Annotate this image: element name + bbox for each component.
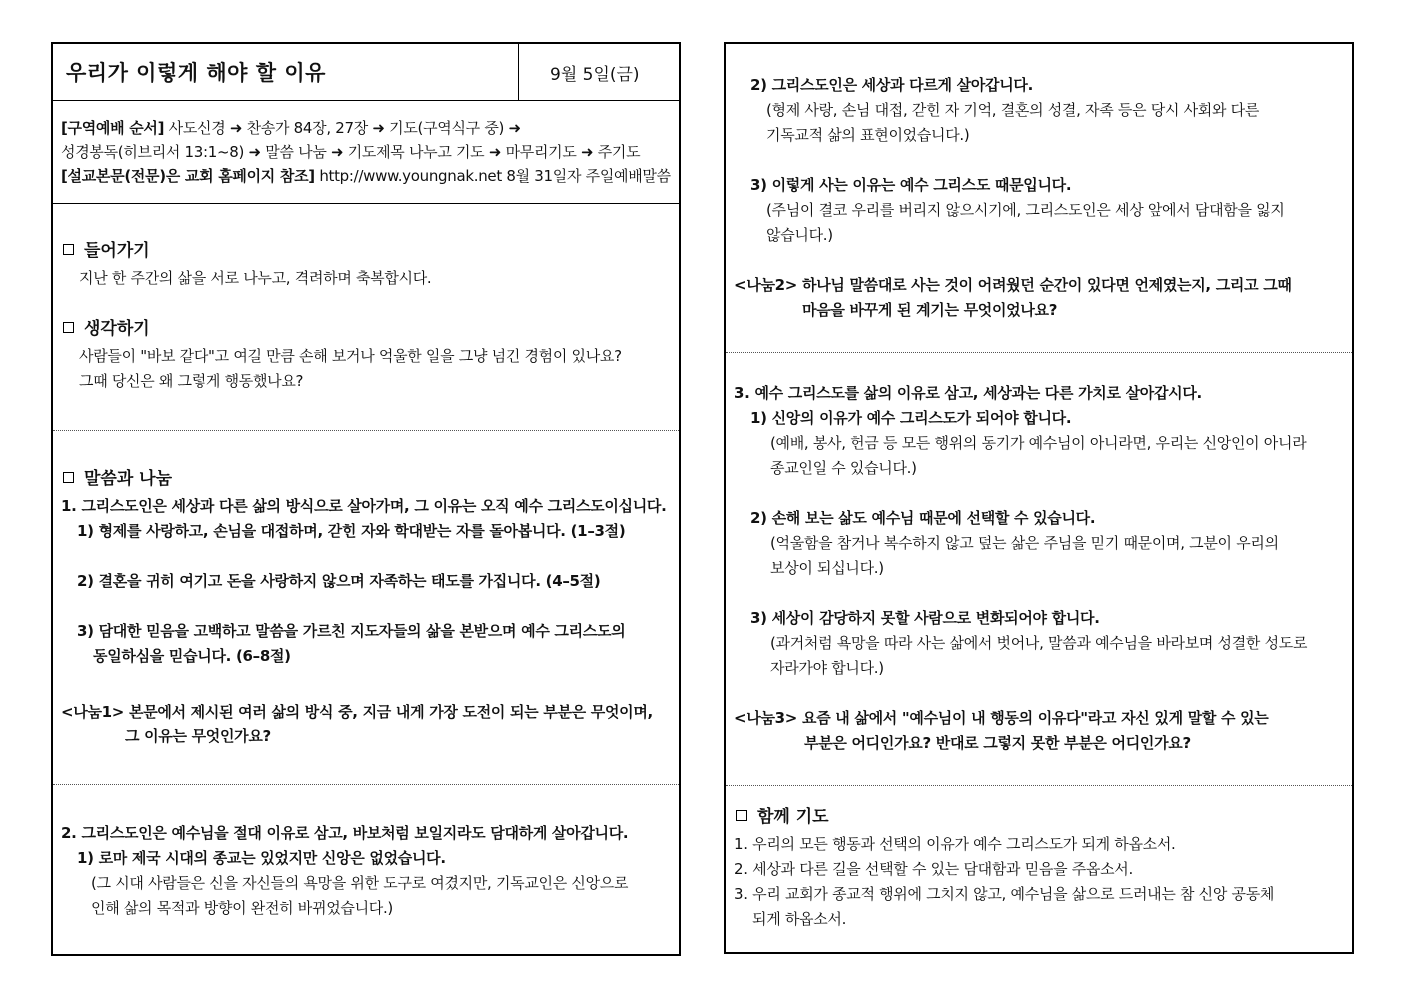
right-panel <box>724 42 1354 954</box>
order-rule <box>53 203 679 204</box>
point2-sub1: 1) 로마 제국 시대의 종교는 있었지만 신앙은 없었습니다. <box>77 849 446 867</box>
prayer-heading: 함께 기도 <box>736 805 829 829</box>
point2-sub2-desc1: (형제 사랑, 손님 대접, 갇힌 자 기억, 결혼의 성결, 자족 등은 당시 사회와 다른 <box>766 101 1260 119</box>
share3-line2: 부분은 어디인가요? 반대로 그렇지 못한 부분은 어디인가요? <box>804 734 1191 752</box>
prayer-item-3-line1: 3. 우리 교회가 종교적 행위에 그치지 않고, 예수님을 삶으로 드러내는 참 신앙 공동체 <box>734 885 1275 903</box>
left-panel <box>51 42 681 956</box>
point3-sub1-desc2: 종교인일 수 있습니다.) <box>770 459 917 477</box>
order-line-3 <box>61 164 671 189</box>
think-line-1: 사람들이 "바보 같다"고 여길 만큼 손해 보거나 억울한 일을 그냥 넘긴 경험이 있나요? <box>79 347 622 365</box>
point3-sub2: 2) 손해 보는 삶도 예수님 때문에 선택할 수 있습니다. <box>750 509 1096 527</box>
header-rule <box>53 100 679 101</box>
point2-sub3: 3) 이렇게 사는 이유는 예수 그리스도 때문입니다. <box>750 176 1072 194</box>
checkbox-square-icon <box>63 322 74 333</box>
point1-sub3-line1: 3) 담대한 믿음을 고백하고 말씀을 가르친 지도자들의 삶을 본받으며 예수 그리스도의 <box>77 622 626 640</box>
point1-sub2: 2) 결혼을 귀히 여기고 돈을 사랑하지 않으며 자족하는 태도를 가집니다. (4–5절) <box>77 572 601 590</box>
point3-title: 3. 예수 그리스도를 삶의 이유로 삼고, 세상과는 다른 가치로 살아갑시다. <box>734 384 1202 402</box>
point1-sub3-line2: 동일하심을 믿습니다. (6–8절) <box>93 647 291 665</box>
word-heading: 말씀과 나눔 <box>63 467 172 491</box>
point2-sub2-desc2: 기독교적 삶의 표현이었습니다.) <box>766 126 970 144</box>
page-title: 우리가 이렇게 해야 할 이유 <box>66 61 326 85</box>
think-heading: 생각하기 <box>63 317 150 341</box>
share2-line2: 마음을 바꾸게 된 계기는 무엇이었나요? <box>802 301 1058 319</box>
point2-sub1-desc2: 인해 삶의 목적과 방향이 완전히 바뀌었습니다.) <box>91 899 393 917</box>
point2-title: 2. 그리스도인은 예수님을 절대 이유로 삼고, 바보처럼 보일지라도 담대하게 살아갑니다. <box>61 824 629 842</box>
share1-line2: 그 이유는 무엇인가요? <box>125 727 271 745</box>
point3-sub2-desc2: 보상이 되십니다.) <box>770 559 884 577</box>
point3-sub3-desc1: (과거처럼 욕망을 따라 사는 삶에서 벗어나, 말씀과 예수님을 바라보며 성결한 성도로 <box>770 634 1308 652</box>
point3-sub3: 3) 세상이 감당하지 못할 사람으로 변화되어야 합니다. <box>750 609 1100 627</box>
point1-sub1: 1) 형제를 사랑하고, 손님을 대접하며, 갇힌 자와 학대받는 자를 돌아봅니다. (1–3절) <box>77 522 626 540</box>
point2-sub2: 2) 그리스도인은 세상과 다르게 살아갑니다. <box>750 76 1034 94</box>
section-divider <box>53 430 679 431</box>
header-divider <box>518 44 519 101</box>
order-line-2: 성경봉독(히브리서 13:1~8) ➜ 말씀 나눔 ➜ 기도제목 나누고 기도 ➜ 마무리기도 ➜ 주기도 <box>61 143 641 161</box>
share1-label: <나눔1> <box>61 703 125 721</box>
sermon-link[interactable]: http://www.youngnak.net 8월 31일자 주일예배말씀 <box>319 167 671 185</box>
order-text: 사도신경 ➜ 찬송가 84장, 27장 ➜ 기도(구역식구 중) ➜ <box>168 119 521 137</box>
section-divider <box>726 352 1352 353</box>
point3-sub1-desc1: (예배, 봉사, 헌금 등 모든 행위의 동기가 예수님이 아니라면, 우리는 신앙인이 아니라 <box>770 434 1307 452</box>
prayer-item-2: 2. 세상과 다른 길을 선택할 수 있는 담대함과 믿음을 주옵소서. <box>734 860 1133 878</box>
date-label: 9월 5일(금) <box>550 65 640 85</box>
sermon-label: [설교본문(전문)은 교회 홈페이지 참조] <box>61 167 315 185</box>
point2-sub1-desc1: (그 시대 사람들은 신을 자신들의 욕망을 위한 도구로 여겼지만, 기독교인은 신앙으로 <box>91 874 629 892</box>
share3-label: <나눔3> <box>734 709 798 727</box>
point2-sub3-desc2: 않습니다.) <box>766 226 833 244</box>
point2-sub3-desc1: (주님이 결코 우리를 버리지 않으시기에, 그리스도인은 세상 앞에서 담대함을 잃지 <box>766 201 1285 219</box>
order-label: [구역예배 순서] <box>61 119 165 137</box>
prayer-item-3-line2: 되게 하옵소서. <box>752 910 847 928</box>
share2-line1: <나눔2> 하나님 말씀대로 사는 것이 어려웠던 순간이 있다면 언제였는지, 그리고 그때 <box>734 276 1292 294</box>
section-divider <box>53 784 679 785</box>
checkbox-square-icon <box>63 472 74 483</box>
point1-title: 1. 그리스도인은 세상과 다른 삶의 방식으로 살아가며, 그 이유는 오직 예수 그리스도이십니다. <box>61 497 667 515</box>
section-divider <box>726 785 1352 786</box>
point3-sub2-desc1: (억울함을 참거나 복수하지 않고 덮는 삶은 주님을 믿기 때문이며, 그분이 우리의 <box>770 534 1279 552</box>
point3-sub1: 1) 신앙의 이유가 예수 그리스도가 되어야 합니다. <box>750 409 1072 427</box>
checkbox-square-icon <box>63 244 74 255</box>
point3-sub3-desc2: 자라가야 합니다.) <box>770 659 884 677</box>
share2-label: <나눔2> <box>734 276 798 294</box>
share3-line1: <나눔3> 요즘 내 삶에서 "예수님이 내 행동의 이유다"라고 자신 있게 말할 수 있는 <box>734 709 1269 727</box>
intro-heading: 들어가기 <box>63 239 150 263</box>
prayer-item-1: 1. 우리의 모든 행동과 선택의 이유가 예수 그리스도가 되게 하옵소서. <box>734 835 1176 853</box>
share1-line1: <나눔1> 본문에서 제시된 여러 삶의 방식 중, 지금 내게 가장 도전이 되는 부분은 무엇이며, <box>61 703 653 721</box>
order-line-1 <box>61 116 521 141</box>
think-line-2: 그때 당신은 왜 그렇게 행동했나요? <box>79 372 304 390</box>
checkbox-square-icon <box>736 810 747 821</box>
intro-text: 지난 한 주간의 삶을 서로 나누고, 격려하며 축복합시다. <box>79 269 432 287</box>
